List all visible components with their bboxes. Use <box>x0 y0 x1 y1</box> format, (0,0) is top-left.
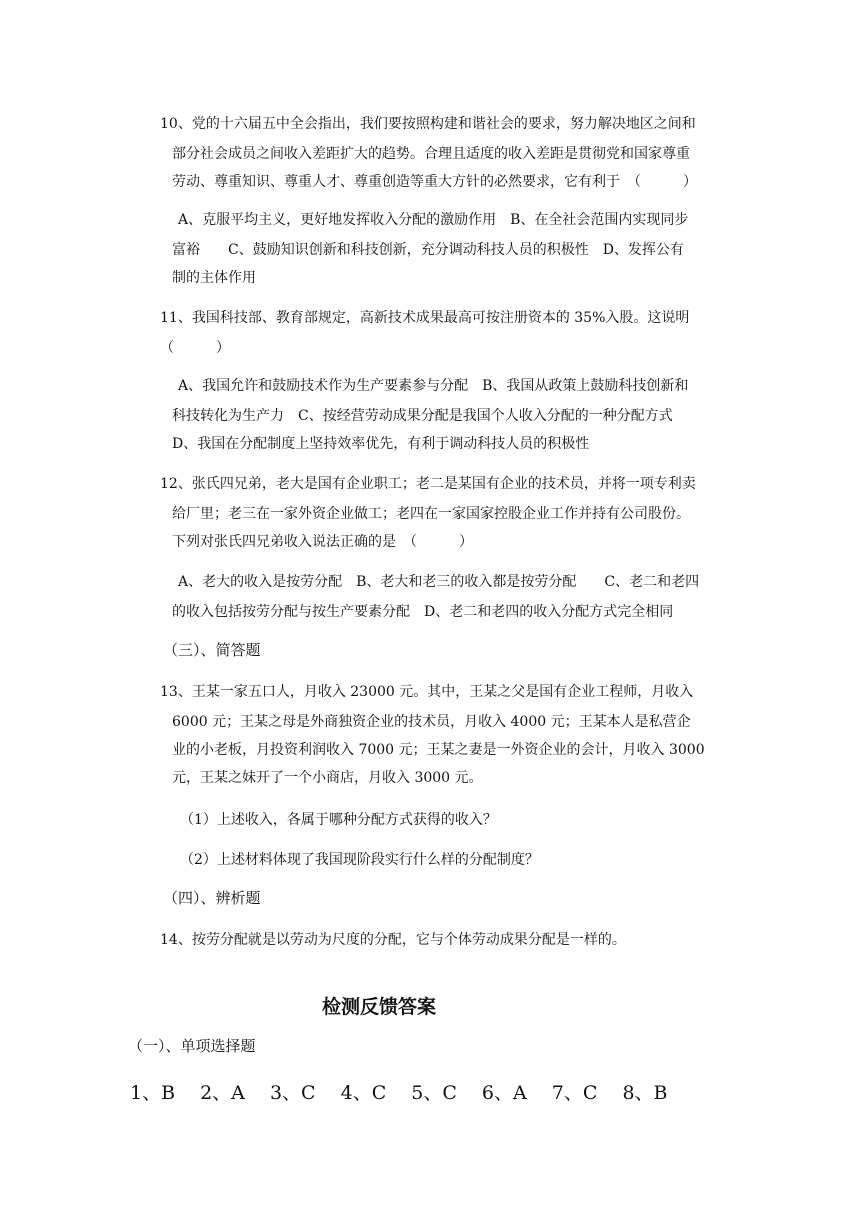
q13-line-4: 元，王某之妹开了一个小商店，月收入 3000 元。 <box>172 770 483 786</box>
q13-line-2: 6000 元；王某之母是外商独资企业的技术员，月收入 4000 元；王某本人是私营企 <box>172 714 691 730</box>
section-heading-analysis: （四）、辨析题 <box>163 889 261 907</box>
q13-line-3: 业的小老板，月投资利润收入 7000 元；王某之妻是一外资企业的会计，月收入 3000 <box>172 742 705 758</box>
q12-option-line-1: A、老大的收入是按劳分配 B、老大和老三的收入都是按劳分配 C、老二和老四 <box>178 574 700 590</box>
q10-option-line-3: 制的主体作用 <box>172 270 256 286</box>
q10-line-3: 劳动、尊重知识、尊重人才、尊重创造等重大方针的必然要求，它有利于 （ ） <box>172 174 697 190</box>
answers-section-heading: （一）、单项选择题 <box>128 1037 256 1055</box>
q11-option-line-3: D、我国在分配制度上坚持效率优先，有利于调动科技人员的积极性 <box>172 436 590 452</box>
q10-option-line-2: 富裕 C、鼓励知识创新和科技创新，充分调动科技人员的积极性 D、发挥公有 <box>172 242 684 258</box>
q14-line: 14、按劳分配就是以劳动为尺度的分配，它与个体劳动成果分配是一样的。 <box>160 932 626 948</box>
q12-line-1: 12、张氏四兄弟，老大是国有企业职工；老二是某国有企业的技术员，并将一项专利卖 <box>160 476 696 492</box>
section-heading-short-answer: （三）、简答题 <box>163 641 261 659</box>
q13-line-1: 13、王某一家五口人，月收入 23000 元。其中，王某之父是国有企业工程师，月收入 <box>160 684 694 700</box>
q13-subquestion-1: （1）上述收入，各属于哪种分配方式获得的收入？ <box>180 812 497 828</box>
q12-option-line-2: 的收入包括按劳分配与按生产要素分配 D、老二和老四的收入分配方式完全相同 <box>172 604 674 620</box>
q10-line-2: 部分社会成员之间收入差距扩大的趋势。合理且适度的收入差距是贯彻党和国家尊重 <box>172 146 690 162</box>
q11-line-2: （ ） <box>160 340 230 356</box>
q10-line-1: 10、党的十六届五中全会指出，我们要按照构建和谐社会的要求，努力解决地区之间和 <box>160 116 696 132</box>
q11-line-1: 11、我国科技部、教育部规定，高新技术成果最高可按注册资本的 35%入股。这说明 <box>160 310 690 326</box>
q11-option-line-2: 科技转化为生产力 C、按经营劳动成果分配是我国个人收入分配的一种分配方式 <box>172 408 673 424</box>
q11-option-line-1: A、我国允许和鼓励技术作为生产要素参与分配 B、我国从政策上鼓励科技创新和 <box>178 378 689 394</box>
q12-line-2: 给厂里；老三在一家外资企业做工；老四在一家国家控股企业工作并持有公司股份。 <box>172 506 690 522</box>
q13-subquestion-2: （2）上述材料体现了我国现阶段实行什么样的分配制度？ <box>180 852 539 868</box>
answers-title: 检测反馈答案 <box>322 996 437 1018</box>
q10-option-line-1: A、克服平均主义，更好地发挥收入分配的激励作用 B、在全社会范围内实现同步 <box>178 212 689 228</box>
answers-line: 1、B 2、A 3、C 4、C 5、C 6、A 7、C 8、B <box>130 1082 668 1104</box>
q12-line-3: 下列对张氏四兄弟收入说法正确的是 （ ） <box>172 534 473 550</box>
